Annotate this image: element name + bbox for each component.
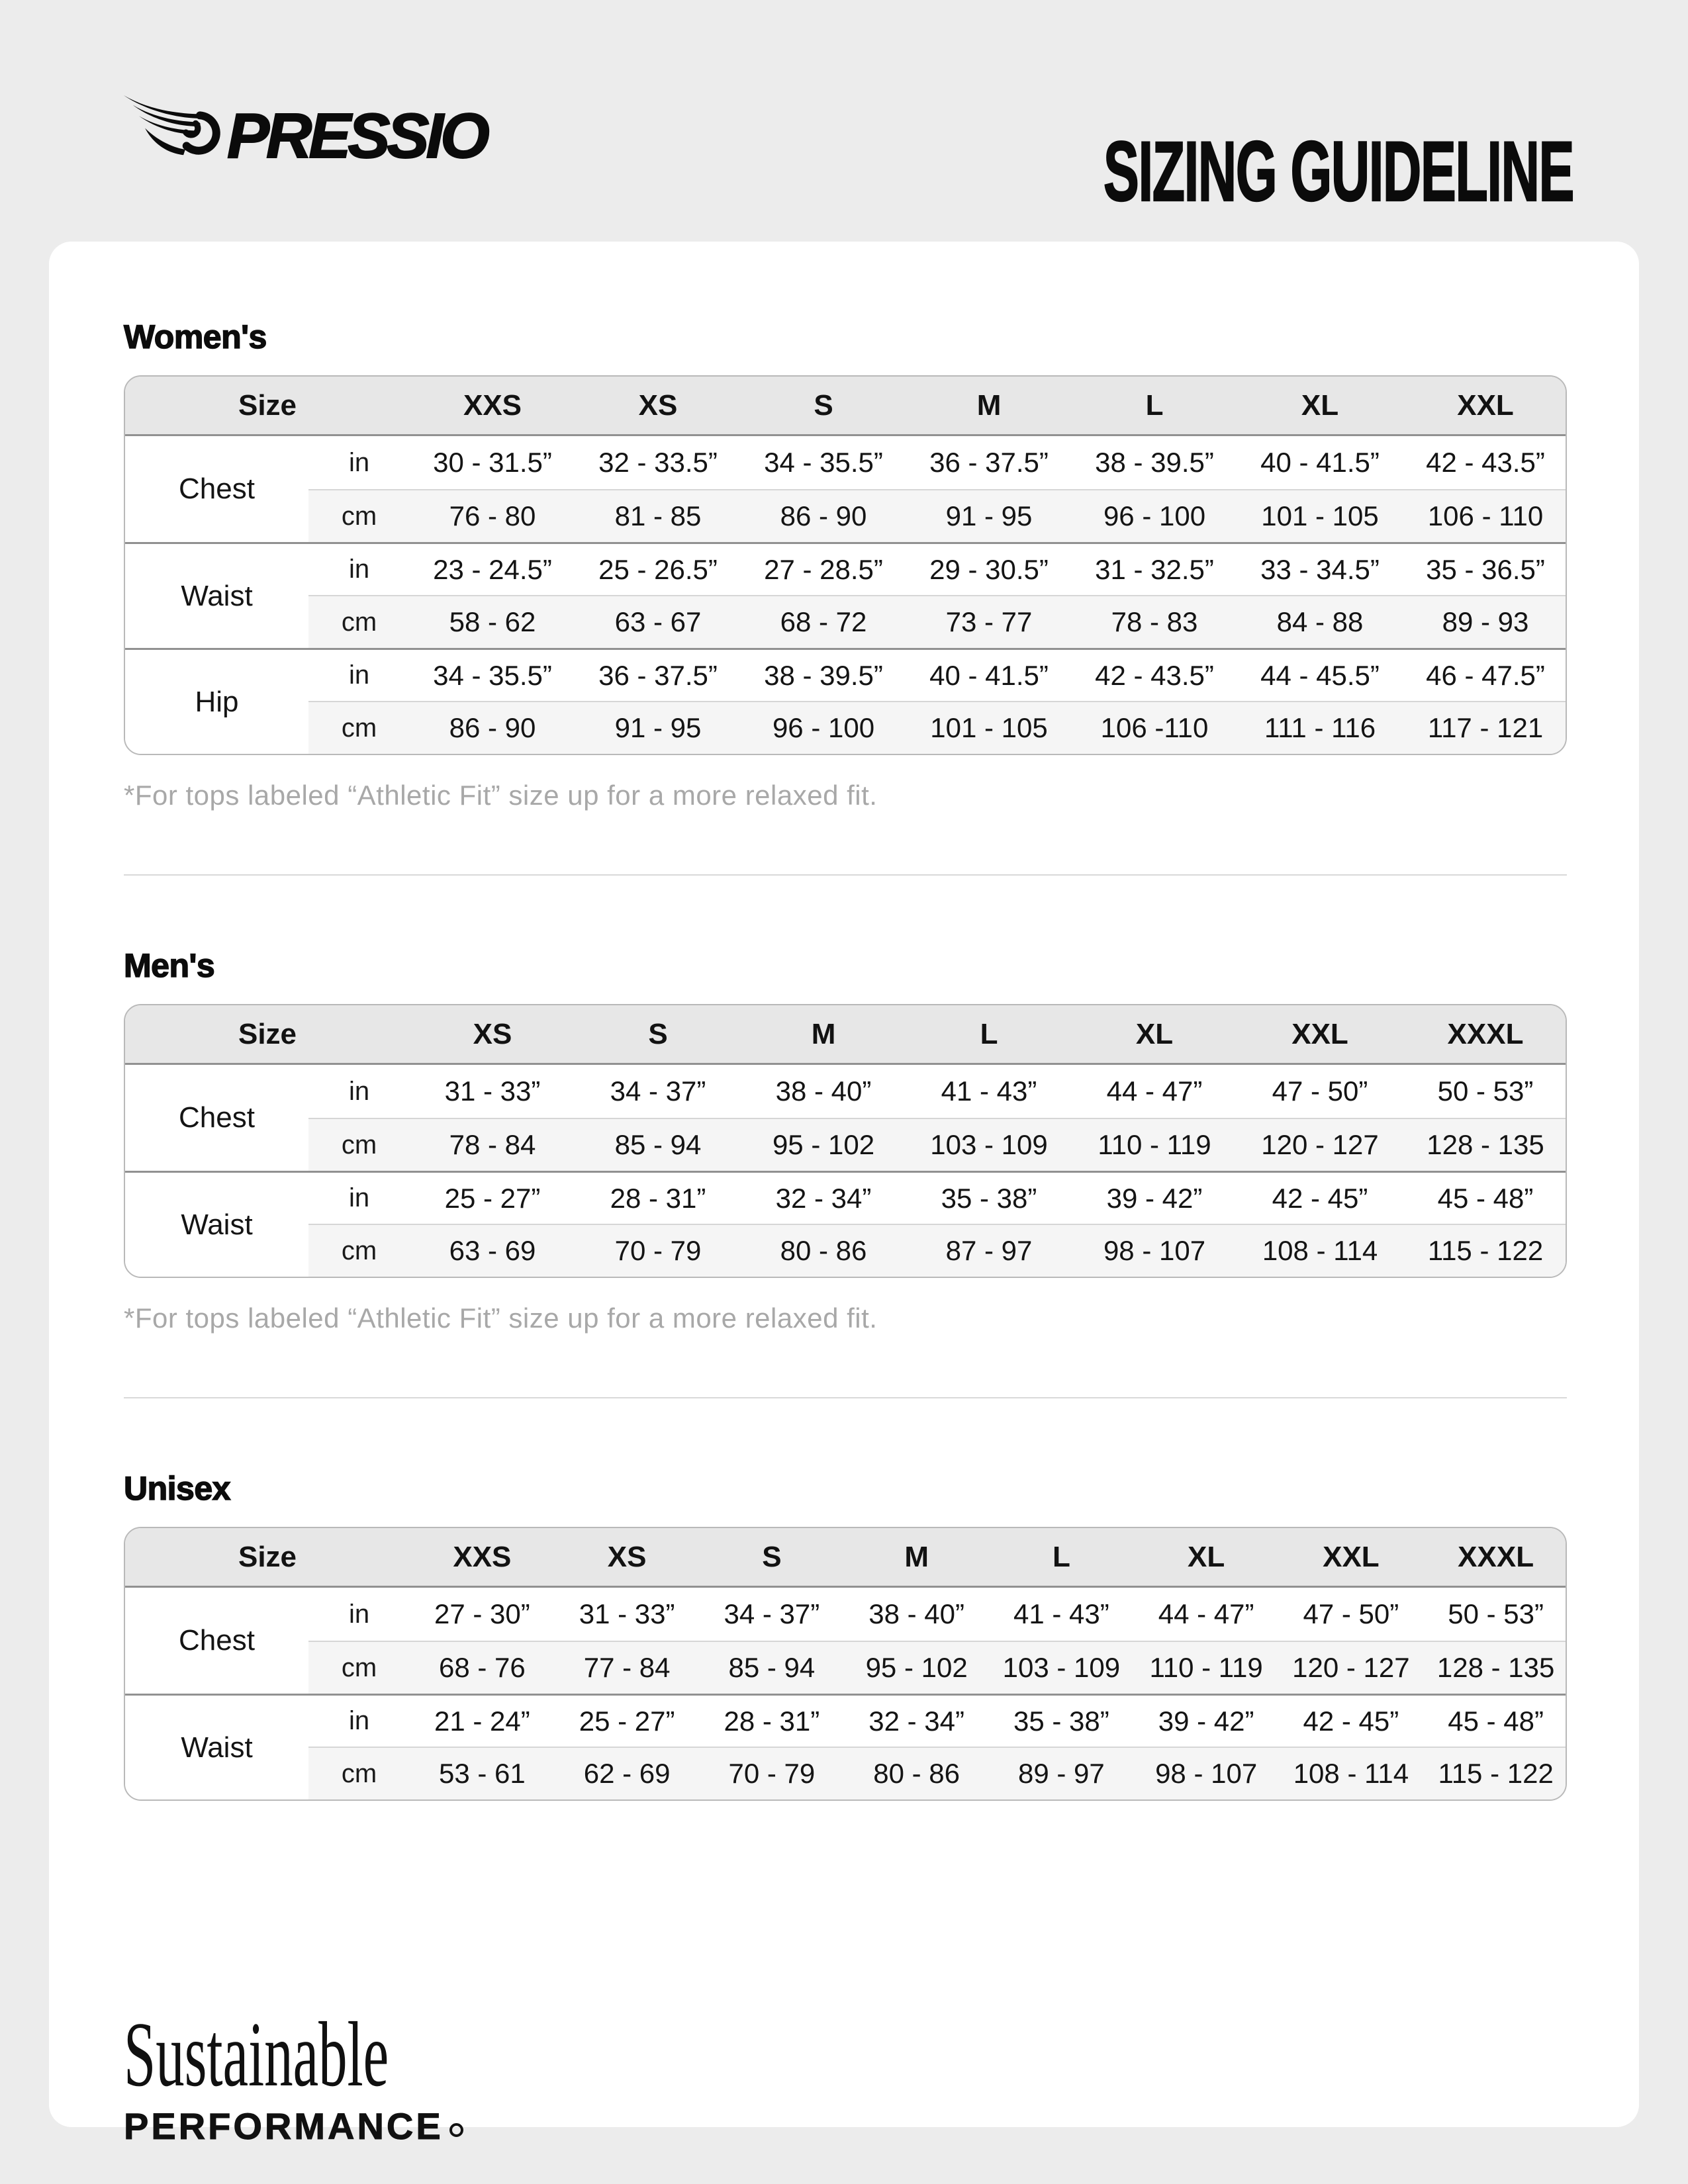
- value-cell: 44 - 45.5”: [1237, 648, 1403, 701]
- value-cell: 27 - 30”: [434, 1598, 530, 1629]
- value-cell: 32 - 34”: [844, 1694, 989, 1747]
- table-row-waist-in: [125, 1694, 1567, 1747]
- value-cell: 110 - 119: [1134, 1641, 1279, 1694]
- measurement-name-cell: Chest: [125, 1065, 308, 1171]
- footer-performance-row: [124, 2105, 1567, 2147]
- size-column-header: Size: [125, 1005, 410, 1065]
- value-cell: 46 - 47.5”: [1403, 648, 1567, 701]
- value-cell: 32 - 34”: [741, 1171, 906, 1224]
- size-table: [125, 1528, 1567, 1799]
- value-cell: 115 - 122: [1403, 1224, 1567, 1277]
- value-cell: 42 - 45”: [1237, 1171, 1403, 1224]
- unit-cell: in: [348, 447, 370, 477]
- size-header-xxxl: XXXL: [1403, 1005, 1567, 1065]
- value-cell: 33 - 34.5”: [1237, 542, 1403, 595]
- value-cell: 42 - 45”: [1279, 1694, 1424, 1747]
- section-heading-womens: Women's: [124, 318, 267, 355]
- size-header-xxxl: XXXL: [1423, 1528, 1567, 1588]
- size-header-l: L: [906, 1005, 1072, 1065]
- table-row-waist-cm: [125, 1224, 1567, 1277]
- size-section-unisex: [124, 1471, 1567, 1801]
- size-table-mens: [124, 1004, 1567, 1278]
- value-cell: 36 - 37.5”: [929, 447, 1049, 478]
- size-table: [125, 377, 1567, 754]
- unit-cell: cm: [308, 1224, 410, 1277]
- unit-cell: in: [308, 1694, 410, 1747]
- unit-cell: cm: [308, 489, 410, 542]
- value-cell: 27 - 28.5”: [741, 542, 906, 595]
- value-cell: 128 - 135: [1423, 1641, 1567, 1694]
- value-cell: 76 - 80: [410, 489, 575, 542]
- value-cell: 108 - 114: [1237, 1224, 1403, 1277]
- table-row-waist-in: [125, 542, 1567, 595]
- value-cell: 110 - 119: [1072, 1118, 1237, 1171]
- value-cell: 98 - 107: [1072, 1224, 1237, 1277]
- table-row-waist-cm: [125, 1747, 1567, 1799]
- value-cell: 62 - 69: [555, 1747, 700, 1799]
- value-cell: 28 - 31”: [700, 1694, 845, 1747]
- table-row-hip-in: [125, 648, 1567, 701]
- unit-cell: in: [308, 648, 410, 701]
- value-cell: 96 - 100: [741, 701, 906, 754]
- value-cell: 34 - 37”: [724, 1598, 820, 1629]
- value-cell: 84 - 88: [1237, 595, 1403, 648]
- table-row-chest-cm: [125, 489, 1567, 542]
- size-header-xxl: XXL: [1403, 377, 1567, 436]
- value-cell: 117 - 121: [1403, 701, 1567, 754]
- value-cell: 30 - 31.5”: [433, 447, 552, 478]
- size-header-l: L: [1072, 377, 1237, 436]
- value-cell: 32 - 33.5”: [598, 447, 718, 478]
- table-header-row: [125, 1005, 1567, 1065]
- section-footnote-mens: *For tops labeled “Athletic Fit” size up for a more relaxed fit.: [124, 1302, 878, 1334]
- value-cell: 38 - 40”: [775, 1075, 872, 1107]
- size-column-header: Size: [125, 1528, 410, 1588]
- section-divider: [124, 874, 1567, 876]
- table-row-chest-cm: [125, 1118, 1567, 1171]
- size-section-womens: [124, 319, 1567, 876]
- value-cell: 85 - 94: [575, 1118, 741, 1171]
- value-cell: 34 - 37”: [610, 1075, 706, 1107]
- value-cell: 78 - 84: [410, 1118, 575, 1171]
- size-header-m: M: [844, 1528, 989, 1588]
- value-cell: 40 - 41.5”: [906, 648, 1072, 701]
- section-divider: [124, 1397, 1567, 1398]
- brand-logo: [122, 95, 487, 171]
- measurement-name-cell: Waist: [125, 1171, 308, 1277]
- table-row-hip-cm: [125, 701, 1567, 754]
- value-cell: 95 - 102: [741, 1118, 906, 1171]
- unit-cell: cm: [308, 701, 410, 754]
- value-cell: 36 - 37.5”: [575, 648, 741, 701]
- value-cell: 120 - 127: [1237, 1118, 1403, 1171]
- page-title: SIZING GUIDELINE: [1103, 124, 1573, 219]
- value-cell: 70 - 79: [700, 1747, 845, 1799]
- size-header-s: S: [575, 1005, 741, 1065]
- section-heading-mens: Men's: [124, 947, 215, 984]
- value-cell: 41 - 43”: [1013, 1598, 1109, 1629]
- section-heading-unisex: Unisex: [124, 1470, 230, 1507]
- value-cell: 40 - 41.5”: [1260, 447, 1380, 478]
- value-cell: 96 - 100: [1072, 489, 1237, 542]
- unit-cell: cm: [308, 595, 410, 648]
- value-cell: 35 - 38”: [906, 1171, 1072, 1224]
- size-header-m: M: [906, 377, 1072, 436]
- size-header-xs: XS: [410, 1005, 575, 1065]
- content-card: [49, 242, 1639, 2147]
- value-cell: 42 - 43.5”: [1426, 447, 1545, 478]
- value-cell: 45 - 48”: [1403, 1171, 1567, 1224]
- size-header-xl: XL: [1072, 1005, 1237, 1065]
- size-section-mens: [124, 948, 1567, 1398]
- value-cell: 63 - 69: [410, 1224, 575, 1277]
- size-header-xs: XS: [575, 377, 741, 436]
- value-cell: 80 - 86: [844, 1747, 989, 1799]
- table-row-waist-cm: [125, 595, 1567, 648]
- value-cell: 39 - 42”: [1134, 1694, 1279, 1747]
- value-cell: 63 - 67: [575, 595, 741, 648]
- value-cell: 68 - 76: [410, 1641, 555, 1694]
- size-header-xxs: XXS: [410, 377, 575, 436]
- size-column-header: Size: [125, 377, 410, 436]
- footer-sustainable-text: Sustainable: [124, 2003, 389, 2106]
- size-header-xs: XS: [555, 1528, 700, 1588]
- value-cell: 50 - 53”: [1437, 1075, 1534, 1107]
- unit-cell: cm: [308, 1118, 410, 1171]
- brand-wordmark: PRESSIO: [227, 101, 487, 171]
- value-cell: 106 -110: [1072, 701, 1237, 754]
- value-cell: 28 - 31”: [575, 1171, 741, 1224]
- value-cell: 91 - 95: [906, 489, 1072, 542]
- value-cell: 38 - 39.5”: [741, 648, 906, 701]
- size-header-s: S: [741, 377, 906, 436]
- value-cell: 25 - 27”: [555, 1694, 700, 1747]
- size-header-l: L: [989, 1528, 1134, 1588]
- size-header-xl: XL: [1134, 1528, 1279, 1588]
- table-header-row: [125, 1528, 1567, 1588]
- value-cell: 35 - 36.5”: [1403, 542, 1567, 595]
- value-cell: 73 - 77: [906, 595, 1072, 648]
- value-cell: 50 - 53”: [1448, 1598, 1544, 1629]
- value-cell: 78 - 83: [1072, 595, 1237, 648]
- value-cell: 34 - 35.5”: [764, 447, 883, 478]
- value-cell: 58 - 62: [410, 595, 575, 648]
- value-cell: 23 - 24.5”: [410, 542, 575, 595]
- size-table: [125, 1005, 1567, 1277]
- section-footnote-womens: *For tops labeled “Athletic Fit” size up for a more relaxed fit.: [124, 780, 878, 811]
- value-cell: 45 - 48”: [1423, 1694, 1567, 1747]
- value-cell: 44 - 47”: [1106, 1075, 1203, 1107]
- measurement-name-cell: Chest: [125, 1588, 308, 1694]
- value-cell: 29 - 30.5”: [906, 542, 1072, 595]
- value-cell: 106 - 110: [1403, 489, 1567, 542]
- value-cell: 47 - 50”: [1272, 1075, 1368, 1107]
- size-header-xxs: XXS: [410, 1528, 555, 1588]
- value-cell: 103 - 109: [989, 1641, 1134, 1694]
- value-cell: 53 - 61: [410, 1747, 555, 1799]
- ring-mark-icon: [449, 2123, 463, 2137]
- measurement-name-cell: Waist: [125, 542, 308, 648]
- size-table-unisex: [124, 1527, 1567, 1801]
- measurement-name-cell: Waist: [125, 1694, 308, 1799]
- size-header-s: S: [700, 1528, 845, 1588]
- footer-logo: [124, 2003, 1567, 2147]
- unit-cell: cm: [308, 1747, 410, 1799]
- value-cell: 21 - 24”: [410, 1694, 555, 1747]
- value-cell: 101 - 105: [1237, 489, 1403, 542]
- value-cell: 120 - 127: [1279, 1641, 1424, 1694]
- unit-cell: in: [308, 542, 410, 595]
- value-cell: 25 - 27”: [410, 1171, 575, 1224]
- value-cell: 25 - 26.5”: [575, 542, 741, 595]
- value-cell: 91 - 95: [575, 701, 741, 754]
- value-cell: 98 - 107: [1134, 1747, 1279, 1799]
- value-cell: 101 - 105: [906, 701, 1072, 754]
- measurement-name-cell: Chest: [125, 436, 308, 542]
- value-cell: 77 - 84: [555, 1641, 700, 1694]
- value-cell: 39 - 42”: [1072, 1171, 1237, 1224]
- value-cell: 111 - 116: [1237, 701, 1403, 754]
- measurement-name-cell: Hip: [125, 648, 308, 754]
- value-cell: 31 - 32.5”: [1072, 542, 1237, 595]
- value-cell: 70 - 79: [575, 1224, 741, 1277]
- value-cell: 86 - 90: [741, 489, 906, 542]
- table-row-chest-cm: [125, 1641, 1567, 1694]
- value-cell: 103 - 109: [906, 1118, 1072, 1171]
- value-cell: 89 - 97: [989, 1747, 1134, 1799]
- size-table-womens: [124, 375, 1567, 755]
- value-cell: 68 - 72: [741, 595, 906, 648]
- value-cell: 47 - 50”: [1303, 1598, 1399, 1629]
- value-cell: 44 - 47”: [1158, 1598, 1254, 1629]
- unit-cell: in: [308, 1171, 410, 1224]
- value-cell: 41 - 43”: [941, 1075, 1037, 1107]
- value-cell: 81 - 85: [575, 489, 741, 542]
- value-cell: 128 - 135: [1403, 1118, 1567, 1171]
- table-header-row: [125, 377, 1567, 436]
- value-cell: 89 - 93: [1403, 595, 1567, 648]
- size-header-xxl: XXL: [1237, 1005, 1403, 1065]
- value-cell: 115 - 122: [1423, 1747, 1567, 1799]
- value-cell: 38 - 40”: [868, 1598, 965, 1629]
- value-cell: 95 - 102: [844, 1641, 989, 1694]
- size-header-m: M: [741, 1005, 906, 1065]
- value-cell: 38 - 39.5”: [1095, 447, 1214, 478]
- value-cell: 31 - 33”: [579, 1598, 675, 1629]
- size-sections-container: [124, 319, 1567, 1801]
- value-cell: 80 - 86: [741, 1224, 906, 1277]
- pressio-wing-icon: [122, 95, 223, 157]
- size-header-xl: XL: [1237, 377, 1403, 436]
- value-cell: 34 - 35.5”: [410, 648, 575, 701]
- value-cell: 108 - 114: [1279, 1747, 1424, 1799]
- unit-cell: cm: [308, 1641, 410, 1694]
- value-cell: 42 - 43.5”: [1072, 648, 1237, 701]
- table-row-chest-in: [125, 1588, 1567, 1641]
- value-cell: 86 - 90: [410, 701, 575, 754]
- table-row-chest-in: [125, 436, 1567, 489]
- value-cell: 35 - 38”: [989, 1694, 1134, 1747]
- size-header-xxl: XXL: [1279, 1528, 1424, 1588]
- value-cell: 87 - 97: [906, 1224, 1072, 1277]
- footer-performance-text: PERFORMANCE: [124, 2105, 444, 2147]
- unit-cell: in: [348, 1076, 370, 1106]
- value-cell: 31 - 33”: [444, 1075, 541, 1107]
- table-row-waist-in: [125, 1171, 1567, 1224]
- table-row-chest-in: [125, 1065, 1567, 1118]
- value-cell: 85 - 94: [700, 1641, 845, 1694]
- unit-cell: in: [348, 1599, 370, 1629]
